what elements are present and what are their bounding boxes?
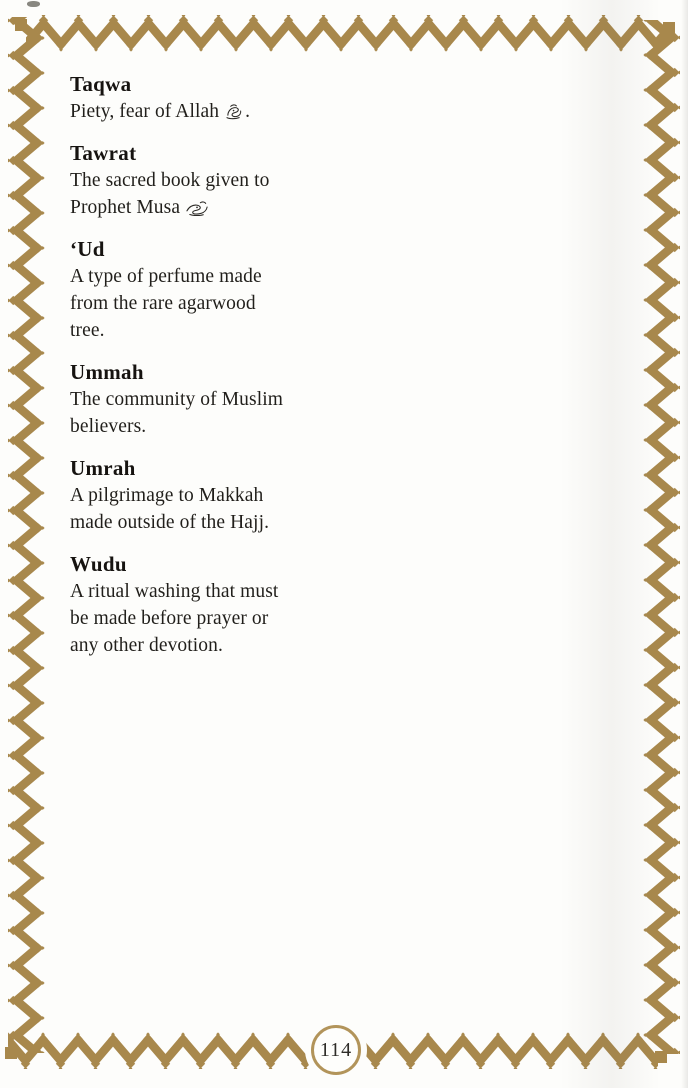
glossary-entry-ud: [70, 235, 350, 344]
term-heading: Taqwa: [70, 72, 132, 96]
definition-line: be made before prayer or: [70, 608, 269, 629]
term-heading: Umrah: [70, 456, 136, 480]
definition-text: Prophet Musa: [70, 197, 181, 218]
page-number-medallion: [311, 1025, 361, 1075]
glossary-entry-wudu: [70, 550, 350, 659]
border-corner-bottom-left: [5, 1047, 17, 1059]
definition-line: [70, 98, 350, 125]
border-corner-bottom-right: [655, 1051, 667, 1063]
glossary-entry-ummah: [70, 358, 350, 440]
definition-line: A type of perfume made: [70, 266, 262, 287]
term-heading: Ummah: [70, 360, 144, 384]
glossary-content: [70, 70, 350, 673]
definition-line: any other devotion.: [70, 635, 223, 656]
border-right: [642, 20, 680, 1054]
term-heading: ‘Ud: [70, 237, 105, 261]
alayhis-salam-honorific-icon: [185, 200, 210, 216]
scan-speck: [27, 1, 40, 7]
definition-line: The sacred book given to: [70, 170, 270, 191]
definition-line: believers.: [70, 416, 147, 437]
border-corner-top-left: [15, 19, 27, 31]
definition-line: A ritual washing that must: [70, 581, 279, 602]
definition-line: tree.: [70, 320, 105, 341]
definition-text: .: [245, 101, 251, 122]
term-heading: Wudu: [70, 552, 127, 576]
definition-line: made outside of the Hajj.: [70, 512, 270, 533]
term-heading: Tawrat: [70, 141, 137, 165]
glossary-entry-umrah: [70, 454, 350, 536]
definition-line: The community of Muslim: [70, 389, 283, 410]
page-number: 114: [319, 1038, 353, 1061]
definition-line: from the rare agarwood: [70, 293, 256, 314]
jalla-jalaluhu-honorific-icon: [224, 103, 245, 120]
glossary-entry-taqwa: [70, 70, 350, 125]
border-top: [26, 15, 668, 53]
scan-page-edge: [681, 0, 688, 1088]
border-corner-top-right: [663, 22, 675, 34]
definition-line: [70, 194, 350, 221]
definition-text: Piety, fear of Allah: [70, 101, 220, 122]
border-left: [8, 17, 46, 1053]
glossary-entry-tawrat: [70, 139, 350, 221]
definition-line: A pilgrimage to Makkah: [70, 485, 264, 506]
